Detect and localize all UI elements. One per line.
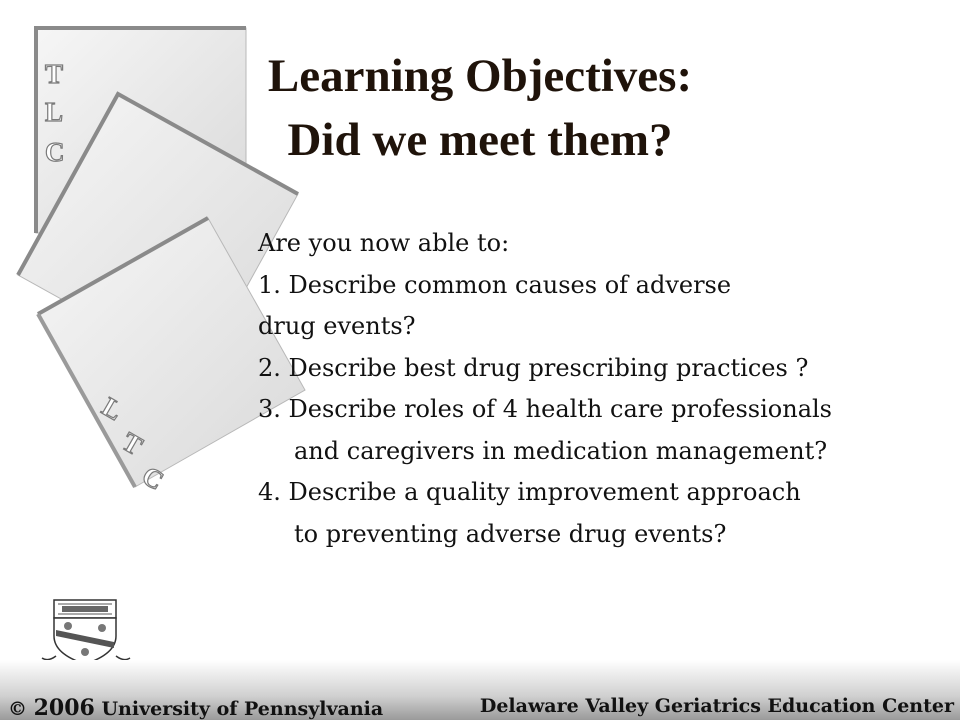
title-line-2: Did we meet them? — [287, 114, 673, 166]
logo-letter-c: C — [45, 137, 65, 167]
objective-line: 1. Describe common causes of adverse — [258, 270, 732, 299]
logo-letter-c2: C — [137, 460, 169, 496]
logo-letter-l: L — [45, 97, 64, 127]
logo-letter-l2: L — [97, 391, 128, 427]
copyright-symbol: © — [8, 698, 27, 720]
footer-center-name: Delaware Valley Geriatrics Education Center — [479, 695, 954, 717]
title-line-1: Learning Objectives: — [267, 50, 693, 102]
intro-text: Are you now able to: — [258, 229, 510, 257]
objective-line: and caregivers in medication management? — [294, 436, 828, 465]
objective-line: drug events? — [258, 312, 416, 340]
logo-letter-t: T — [45, 59, 64, 89]
footer-year: 2006 — [33, 695, 95, 721]
footer-copyright — [8, 695, 383, 721]
objective-line: 4. Describe a quality improvement approach — [258, 478, 801, 506]
objective-line: to preventing adverse drug events? — [294, 519, 727, 548]
objective-line: 3. Describe roles of 4 health care professionals — [258, 395, 832, 423]
logo-letter-t2: T — [117, 426, 148, 462]
slide-title — [200, 44, 760, 172]
objectives-list — [258, 223, 948, 555]
objective-line: 2. Describe best drug prescribing practices ? — [258, 353, 809, 382]
footer-org: University of Pennsylvania — [101, 698, 384, 720]
university-seal-icon — [38, 598, 134, 666]
